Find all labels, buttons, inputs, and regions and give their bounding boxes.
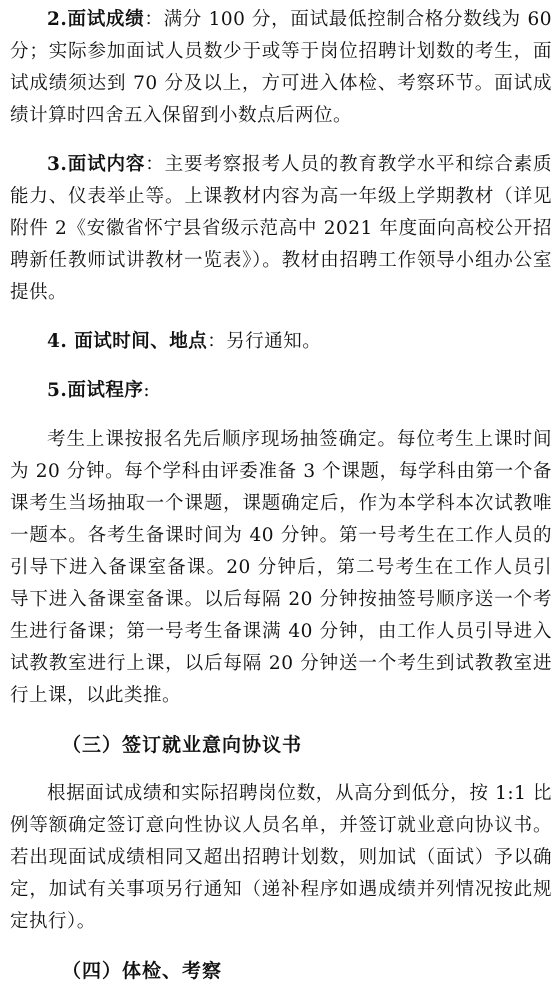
section-three-heading: （三）签订就业意向协议书 — [62, 734, 303, 756]
interview-procedure-heading — [10, 375, 552, 407]
interview-content-paragraph — [10, 149, 552, 309]
interview-procedure-body: 考生上课按报名先后顺序现场抽签确定。每位考生上课时间为 20 分钟。每个学科由评委准备 3 个课题，每学科由第一个备课考生当场抽取一个课题，课题确定后，作为本学科本次试教唯一题本。各考生备课时间为 40 分钟。第一号考生在工作人员的引导下进入备课室备课。20 分钟后，第二号考生在工作人员引导下进入备课室备课。以后每隔 20 分钟按抽签号顺序送一个考生进行备课；第一号考生备课满 40 分钟，由工作人员引导进入试教教室进行上课，以后每隔 20 分钟送一个考生到试教教室进行上课，以此类推。 — [10, 429, 552, 706]
interview-score-text: ：满分 100 分，面试最低控制合格分数线为 60 分；实际参加面试人员数少于或等于岗位招聘计划数的考生，面试成绩须达到 70 分及以上，方可进入体检、考察环节。面试成绩计算时四舍五入保留到小数点后两位。 — [10, 9, 552, 126]
section-four-heading: （四）体检、考察 — [62, 960, 223, 982]
interview-score-label: 2.面试成绩 — [47, 9, 145, 30]
interview-time-label: 4. 面试时间、地点 — [47, 331, 208, 352]
interview-score-paragraph — [10, 4, 552, 132]
interview-content-label: 3.面试内容 — [47, 154, 146, 175]
interview-time-text: ：另行通知。 — [207, 331, 322, 352]
interview-time-paragraph — [10, 326, 552, 358]
interview-content-text: ：主要考察报考人员的教育教学水平和综合素质能力、仪表举止等。上课教材内容为高一年级上学期教材（详见附件 2《安徽省怀宁县省级示范高中 2021 年度面向高校公开招聘新任教师试讲教材一览表》）。教材由招聘工作领导小组办公室提供。 — [10, 154, 552, 303]
interview-procedure-label: 5.面试程序 — [47, 380, 144, 401]
section-three-body: 根据面试成绩和实际招聘岗位数，从高分到低分，按 1:1 比例等额确定签订意向性协议人员名单，并签订就业意向协议书。若出现面试成绩相同又超出招聘计划数，则加试（面试）予以确定，加试有关事项另行通知（递补程序如遇成绩并列情况按此规定执行）。 — [10, 783, 552, 932]
interview-procedure-colon: : — [143, 380, 151, 401]
